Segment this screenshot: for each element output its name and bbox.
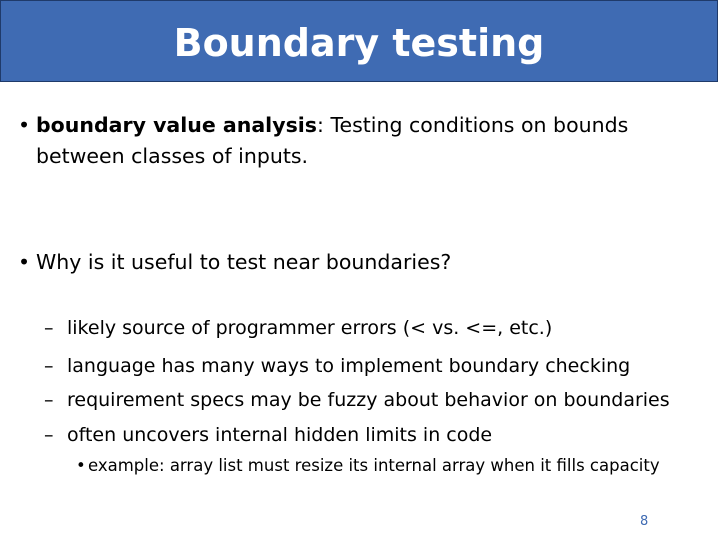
sub-bullet-text: often uncovers internal hidden limits in code — [67, 424, 493, 446]
bullet-text: Why is it useful to test near boundaries? — [36, 250, 452, 274]
slide-title: Boundary testing — [173, 21, 545, 65]
sub-sub-bullet-text: example: array list must resize its internal array when it fills capacity — [88, 456, 660, 475]
sub-sub-bullet-dot: • — [76, 456, 86, 475]
sub-bullet-text: requirement specs may be fuzzy about behavior on boundaries — [67, 389, 670, 411]
sub-bullet-dash: – — [44, 424, 54, 446]
bullet-text-line-2: between classes of inputs. — [36, 144, 309, 168]
sub-bullet-dash: – — [44, 317, 54, 339]
bullet-dot: • — [18, 113, 31, 137]
bullet-dot: • — [18, 250, 31, 274]
sub-bullet-dash: – — [44, 389, 54, 411]
sub-bullet-text: language has many ways to implement boundary checking — [67, 355, 631, 377]
sub-bullet-text: likely source of programmer errors (< vs. <=, etc.) — [67, 317, 553, 339]
title-bar — [0, 0, 718, 82]
page-number: 8 — [640, 514, 649, 529]
sub-bullet-dash: – — [44, 355, 54, 377]
bullet-text-line-1: : Testing conditions on bounds — [317, 113, 629, 137]
bullet-bold-term: boundary value analysis — [36, 113, 318, 137]
bullet-text — [36, 110, 628, 172]
